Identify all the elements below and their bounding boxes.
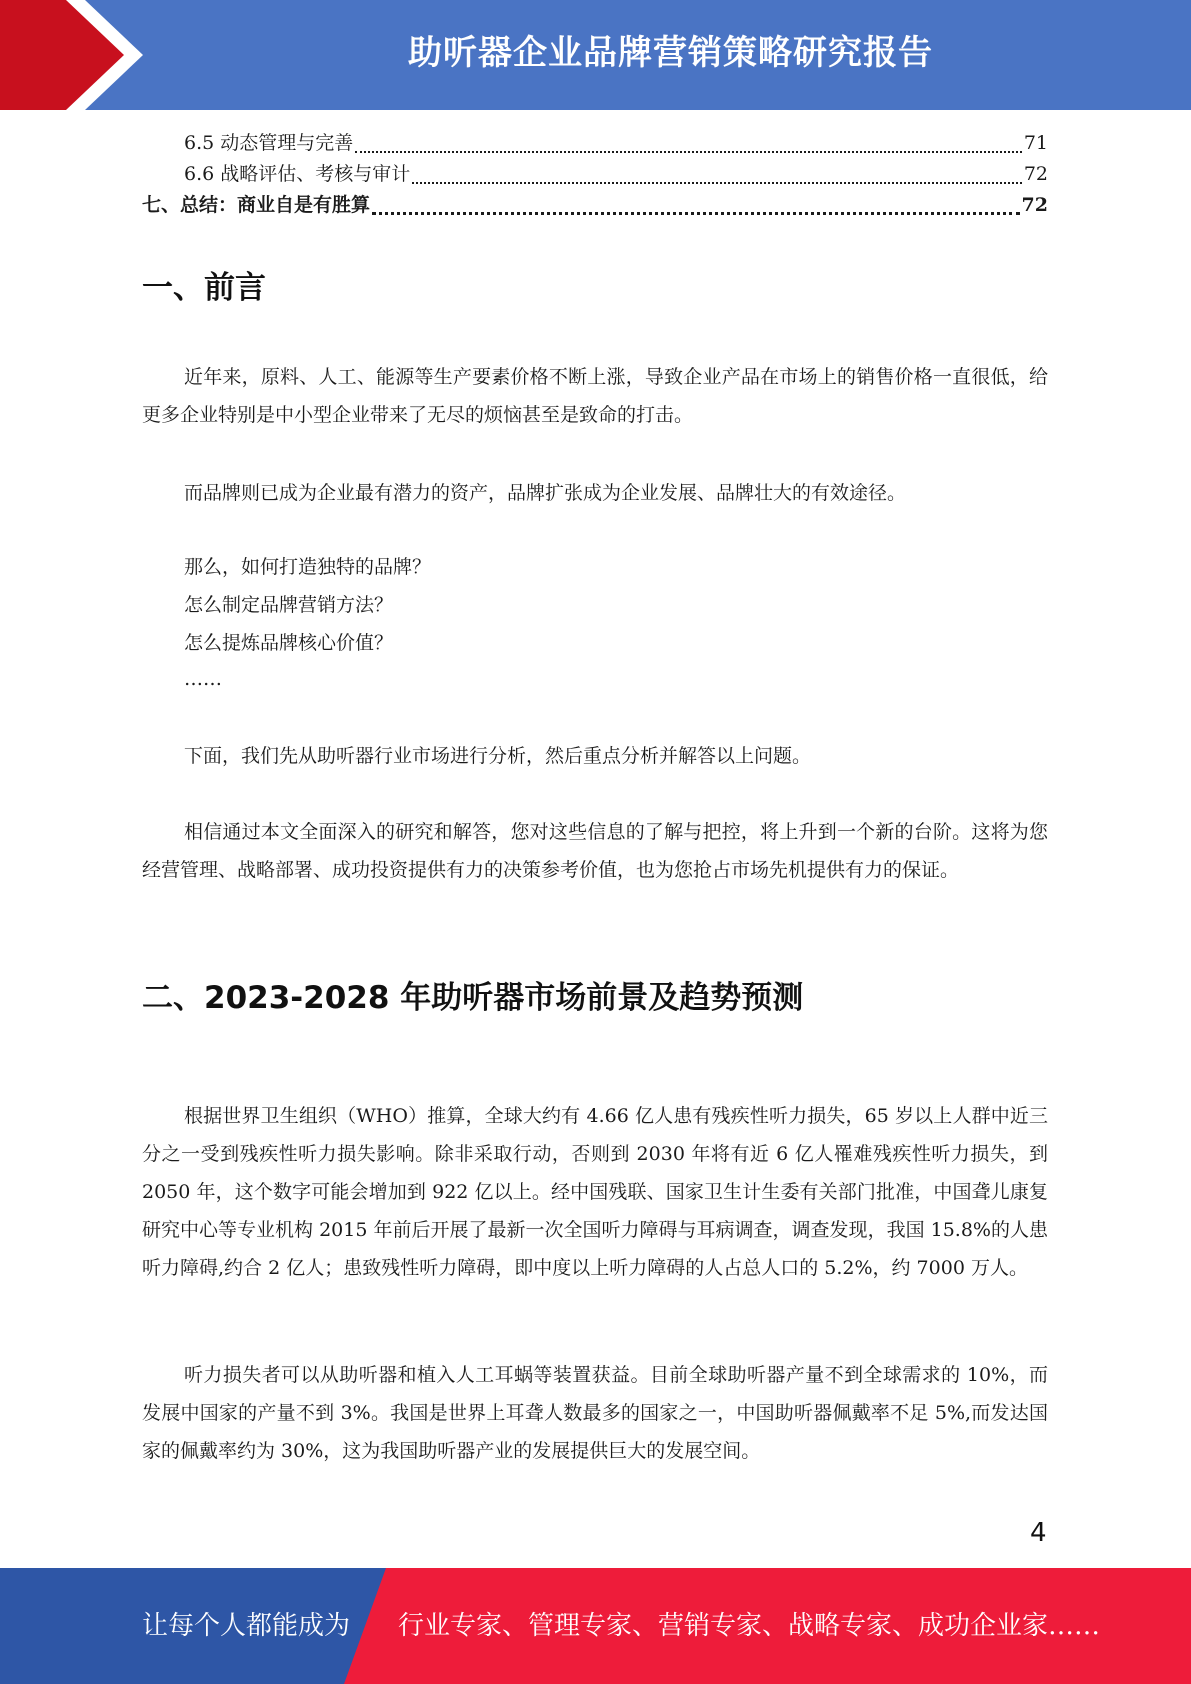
toc-leader-dots <box>355 151 1022 153</box>
question-line: 那么，如何打造独特的品牌？ <box>184 556 432 578</box>
paragraph: 听力损失者可以从助听器和植入人工耳蜗等装置获益。目前全球助听器产量不到全球需求的 10%，而发展中国家的产量不到 3%。我国是世界上耳聋人数最多的国家之一，中国助听器佩戴率不足 5%,而发达国家的佩戴率约为 30%，这为我国助听器产业的发展提供巨大的发展空间。 <box>142 1364 1048 1462</box>
toc-entry[interactable] <box>142 128 1048 159</box>
footer-slogan-right: 行业专家、管理专家、营销专家、战略专家、成功企业家…… <box>398 1611 1101 1641</box>
paragraph: 相信通过本文全面深入的研究和解答，您对这些信息的了解与把控，将上升到一个新的台阶。这将为您经营管理、战略部署、成功投资提供有力的决策参考价值，也为您抢占市场先机提供有力的保证。 <box>142 821 1048 881</box>
toc-entry-label: 6.6 战略评估、考核与审计 <box>184 163 411 185</box>
paragraph: 而品牌则已成为企业最有潜力的资产，品牌扩张成为企业发展、品牌壮大的有效途径。 <box>184 482 907 504</box>
section-heading-market-forecast: 二、2023-2028 年助听器市场前景及趋势预测 <box>142 980 804 1016</box>
toc-entry[interactable] <box>142 190 1048 221</box>
toc-entry-page: 71 <box>1023 132 1048 154</box>
table-of-contents <box>142 128 1048 221</box>
section-heading-preface: 一、前言 <box>142 270 266 306</box>
paragraph: 下面，我们先从助听器行业市场进行分析，然后重点分析并解答以上问题。 <box>184 745 812 767</box>
toc-entry[interactable] <box>142 159 1048 190</box>
page-header <box>0 0 1191 110</box>
page-number: 4 <box>1030 1518 1047 1548</box>
document-title: 助听器企业品牌营销策略研究报告 <box>408 33 933 73</box>
paragraph: 近年来，原料、人工、能源等生产要素价格不断上涨，导致企业产品在市场上的销售价格一直很低，给更多企业特别是中小型企业带来了无尽的烦恼甚至是致命的打击。 <box>142 366 1048 426</box>
toc-leader-dots <box>372 212 1020 215</box>
toc-entry-page: 72 <box>1021 194 1048 216</box>
footer-slogan-left: 让每个人都能成为 <box>142 1611 351 1641</box>
ellipsis-line: …… <box>184 668 222 690</box>
paragraph: 根据世界卫生组织（WHO）推算，全球大约有 4.66 亿人患有残疾性听力损失，65 岁以上人群中近三分之一受到残疾性听力损失影响。除非采取行动，否则到 2030 年将有近 6 亿人罹难残疾性听力损失，到 2050 年，这个数字可能会增加到 922 亿以上。经中国残联、国家卫生计生委有关部门批准，中国聋儿康复研究中心等专业机构 2015 年前后开展了最新一次全国听力障碍与耳病调查，调查发现，我国 15.8%的人患听力障碍,约合 2 亿人；患致残性听力障碍，即中度以上听力障碍的人占总人口的 5.2%，约 7000 万人。 <box>142 1105 1048 1279</box>
question-line: 怎么制定品牌营销方法？ <box>184 594 394 616</box>
toc-entry-page: 72 <box>1023 163 1048 185</box>
page-footer <box>0 1568 1191 1684</box>
toc-entry-label: 七、总结：商业自是有胜算 <box>142 194 371 216</box>
question-line: 怎么提炼品牌核心价值？ <box>184 632 394 654</box>
toc-entry-label: 6.5 动态管理与完善 <box>184 132 354 154</box>
header-chevron-decoration <box>0 0 160 110</box>
toc-leader-dots <box>412 182 1022 184</box>
